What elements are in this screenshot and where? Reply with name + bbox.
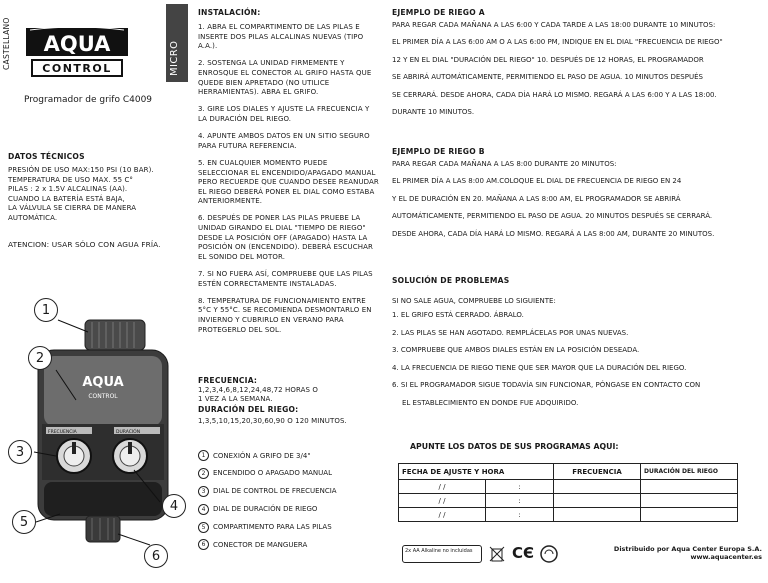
duration-cell[interactable] xyxy=(641,508,738,522)
troubleshooting-intro: SI NO SALE AGUA, COMPRUEBE LO SIGUIENTE: xyxy=(392,297,556,305)
callout-6: 6 xyxy=(144,544,168,568)
programs-heading: APUNTE LOS DATOS DE SUS PROGRAMAS AQUI: xyxy=(410,442,619,451)
device-illustration xyxy=(0,290,190,579)
install-step-1: 1. ABRA EL COMPARTIMENTO DE LAS PILAS E INSERTE DOS PILAS ALCALINAS NUEVAS (TIPO A.A.). xyxy=(198,23,364,51)
part-item: 5 COMPARTIMENTO PARA LAS PILAS xyxy=(198,522,380,533)
install-step-2: 2. SOSTENGA LA UNIDAD FIRMEMENTE Y ENROSQUE EL CONECTOR AL GRIFO HASTA QUE QUEDE BIEN APRETADO (NO UTILICE HERRAMIENTAS). ABRA EL GRIFO. xyxy=(198,59,372,97)
frequency-cell[interactable] xyxy=(554,480,641,494)
example-b-line: PARA REGAR CADA MAÑANA A LAS 8:00 DURANTE 20 MINUTOS: xyxy=(392,160,617,168)
example-b-line: DESDE AHORA, CADA DÍA HARÁ LO MISMO. REGARÁ A LAS 8:00 AM, DURANTE 20 MINUTOS. xyxy=(392,229,715,238)
distributor-website: www.aquacenter.es xyxy=(690,553,762,561)
parts-list xyxy=(198,450,380,557)
panel-label-frequency: FRECUENCIA xyxy=(48,430,77,435)
trouble-item: 3. COMPRUEBE QUE AMBOS DIALES ESTÁN EN LA POSICIÓN DESEADA. xyxy=(392,346,640,354)
micro-tab: MICRO xyxy=(166,4,188,82)
callout-2: 2 xyxy=(28,346,52,370)
example-a xyxy=(392,8,764,121)
settings-ranges xyxy=(198,376,380,427)
callout-1: 1 xyxy=(34,298,58,322)
trouble-item: 6. SI EL PROGRAMADOR SIGUE TODAVÍA SIN FUNCIONAR, PÓNGASE EN CONTACTO CON xyxy=(392,381,701,389)
callout-3: 3 xyxy=(8,440,32,464)
install-step-8: 8. TEMPERATURA DE FUNCIONAMIENTO ENTRE 5°C Y 55°C. SE RECOMIENDA DESMONTARLO EN INVIERNO Y CUBRIRLO EN VERANO PARA PROTEGERLO DEL SOL. xyxy=(198,296,372,334)
callout-5: 5 xyxy=(12,510,36,534)
example-a-line: SE CERRARÁ. DESDE AHORA, CADA DÍA HARÁ LO MISMO. REGARÁ A LAS 6:00 Y A LAS 18:00. xyxy=(392,90,717,99)
language-label: CASTELLANO xyxy=(2,17,11,70)
example-b-line: EL PRIMER DÍA A LAS 8:00 AM.COLOQUE EL DIAL DE FRECUENCIA DE RIEGO EN 24 xyxy=(392,177,682,186)
part-item: 6 CONECTOR DE MANGUERA xyxy=(198,539,380,550)
frequency-values-1: 1,2,3,4,6,8,12,24,48,72 HORAS O xyxy=(198,385,319,394)
frequency-values-2: 1 VEZ A LA SEMANA. xyxy=(198,395,273,404)
battery-note-badge: 2x AA Alkaline no incluidas xyxy=(402,545,482,563)
duration-values: 1,3,5,10,15,20,30,60,90 O 120 MINUTOS. xyxy=(198,417,347,426)
install-step-7: 7. SI NO FUERA ASÍ, COMPRUEBE QUE LAS PILAS ESTÉN CORRECTAMENTE INSTALADAS. xyxy=(198,270,373,288)
installation-section xyxy=(198,8,380,343)
tech-line: AUTOMÁTICA. xyxy=(8,213,58,222)
example-a-heading: EJEMPLO DE RIEGO A xyxy=(392,8,485,17)
table-row xyxy=(399,494,738,508)
distributor-name: Distribuido por Aqua Center Europa S.A. xyxy=(613,545,762,553)
example-a-line: 12 Y EN EL DIAL "DURACIÓN DEL RIEGO" 10. DESPUÉS DE 12 HORAS, EL PROGRAMADOR xyxy=(392,55,704,64)
duration-cell[interactable] xyxy=(641,480,738,494)
part-item: 2 ENCENDIDO O APAGADO MANUAL xyxy=(198,468,380,479)
recycle-icon xyxy=(540,545,558,567)
technical-heading: DATOS TÉCNICOS xyxy=(8,152,85,161)
example-b xyxy=(392,147,764,243)
table-row xyxy=(399,480,738,494)
part-item: 3 DIAL DE CONTROL DE FRECUENCIA xyxy=(198,486,380,497)
duration-label: DURACIÓN DEL RIEGO: xyxy=(198,404,299,414)
aqua-control-logo xyxy=(22,26,132,84)
table-row xyxy=(399,508,738,522)
logo-word-control: CONTROL xyxy=(42,62,112,75)
trouble-item: 4. LA FRECUENCIA DE RIEGO TIENE QUE SER MAYOR QUE LA DURACIÓN DEL RIEGO. xyxy=(392,363,687,372)
weee-bin-icon xyxy=(488,545,506,567)
trouble-item: 1. EL GRIFO ESTÁ CERRADO. ÁBRALO. xyxy=(392,311,524,319)
tech-line: CUANDO LA BATERÍA ESTÁ BAJA, xyxy=(8,194,125,203)
install-step-3: 3. GIRE LOS DIALES Y AJUSTE LA FRECUENCIA Y LA DURACIÓN DEL RIEGO. xyxy=(198,105,370,123)
time-cell[interactable]: : xyxy=(486,508,554,522)
part-item: 1 CONEXIÓN A GRIFO DE 3/4" xyxy=(198,450,380,461)
frequency-cell[interactable] xyxy=(554,508,641,522)
tech-line: LA VÁLVULA SE CIERRA DE MANERA xyxy=(8,204,137,213)
logo-word-aqua: AQUA xyxy=(43,32,111,56)
date-cell[interactable]: / / xyxy=(399,480,486,494)
device-brand-2: CONTROL xyxy=(88,393,118,400)
ce-mark-icon: CЄ xyxy=(512,544,535,562)
trouble-item: EL ESTABLECIMIENTO EN DONDE FUE ADQUIRIDO. xyxy=(402,398,579,407)
installation-heading: INSTALACIÓN: xyxy=(198,8,261,17)
frequency-cell[interactable] xyxy=(554,494,641,508)
install-step-6: 6. DESPUÉS DE PONER LAS PILAS PRUEBE LA UNIDAD GIRANDO EL DIAL "TIEMPO DE RIEGO" DESDE LA POSICIÓN OFF (APAGADO) HASTA LA POSICIÓN ON (ENCENDIDO). DEBERÁ ESCUCHAR EL SONIDO DEL MOTOR. xyxy=(198,214,373,261)
date-cell[interactable]: / / xyxy=(399,508,486,522)
example-a-line: PARA REGAR CADA MAÑANA A LAS 6:00 Y CADA TARDE A LAS 18:00 DURANTE 10 MINUTOS: xyxy=(392,21,716,29)
example-b-heading: EJEMPLO DE RIEGO B xyxy=(392,147,485,156)
tech-line: PILAS : 2 x 1.5V ALCALINAS (AA). xyxy=(8,185,128,194)
device-brand: AQUA xyxy=(82,375,124,390)
frequency-label: FRECUENCIA: xyxy=(198,376,258,385)
time-cell[interactable]: : xyxy=(486,494,554,508)
cold-water-warning: ATENCION: USAR SÓLO CON AGUA FRÍA. xyxy=(8,239,161,249)
example-b-line: AUTOMÁTICAMENTE, PERMITIENDO EL PASO DE AGUA. 20 MINUTOS DESPUÉS SE CERRARÁ. xyxy=(392,212,713,221)
tech-line: TEMPERATURA DE USO MAX. 55 C° xyxy=(8,175,134,184)
part-item: 4 DIAL DE DURACIÓN DE RIEGO xyxy=(198,504,380,515)
panel-label-duration: DURACIÓN xyxy=(116,430,141,435)
trouble-item: 2. LAS PILAS SE HAN AGOTADO. REMPLÁCELAS POR UNAS NUEVAS. xyxy=(392,328,629,337)
example-a-line: SE ABRIRÁ AUTOMÁTICAMENTE, PERMITIENDO EL PASO DE AGUA. 10 MINUTOS DESPUÉS xyxy=(392,73,703,82)
example-b-line: Y EL DE DURACIÓN EN 20. MAÑANA A LAS 8:00 AM, EL PROGRAMADOR SE ABRIRÁ xyxy=(392,194,681,203)
duration-cell[interactable] xyxy=(641,494,738,508)
tech-line: PRESIÓN DE USO MAX:150 PSI (10 BAR). xyxy=(8,166,154,174)
example-a-line: EL PRIMER DÍA A LAS 6:00 AM O A LAS 6:00 PM, INDIQUE EN EL DIAL "FRECUENCIA DE RIEGO" xyxy=(392,38,723,47)
time-cell[interactable]: : xyxy=(486,480,554,494)
technical-data xyxy=(8,152,168,249)
troubleshooting-heading: SOLUCIÓN DE PROBLEMAS xyxy=(392,276,510,285)
col-header: FRECUENCIA xyxy=(554,464,641,480)
install-step-5: 5. EN CUALQUIER MOMENTO PUEDE SELECCIONAR EL ENCENDIDO/APAGADO MANUAL PERO RECUERDE QUE CUANDO DESEE REANUDAR EL RIEGO DEBERÁ PONER EL DIAL COMO ESTABA ANTERIORMENTE. xyxy=(198,158,379,206)
date-cell[interactable]: / / xyxy=(399,494,486,508)
distributor xyxy=(612,545,762,561)
col-header: FECHA DE AJUSTE Y HORA xyxy=(399,464,554,480)
programs-table xyxy=(398,463,738,522)
callout-4: 4 xyxy=(162,494,186,518)
troubleshooting xyxy=(392,276,764,412)
col-header: DURACIÓN DEL RIEGO xyxy=(641,464,738,480)
example-a-line: DURANTE 10 MINUTOS. xyxy=(392,108,475,117)
product-title: Programador de grifo C4009 xyxy=(24,95,153,105)
install-step-4: 4. APUNTE AMBOS DATOS EN UN SITIO SEGURO PARA FUTURA REFERENCIA. xyxy=(198,132,370,150)
